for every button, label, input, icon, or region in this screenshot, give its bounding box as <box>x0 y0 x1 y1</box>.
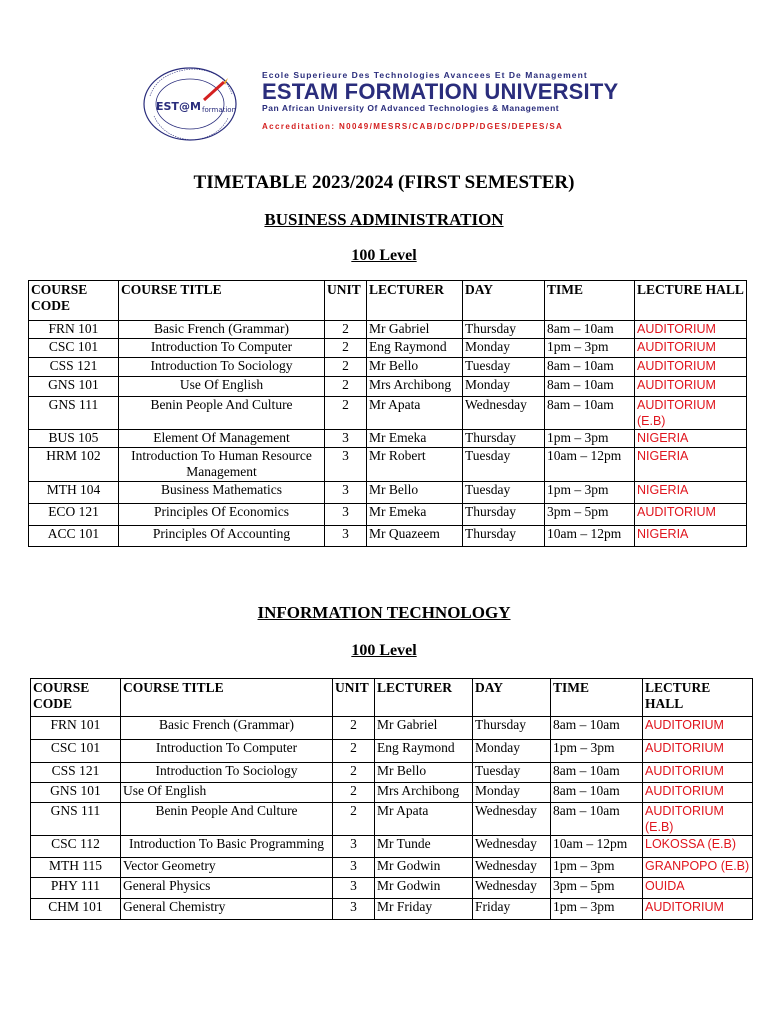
course-code-cell: CSC 101 <box>29 339 119 358</box>
lecture-hall-cell: AUDITORIUM <box>643 763 753 783</box>
time-cell: 8am – 10am <box>545 358 635 377</box>
unit-cell: 3 <box>333 836 375 858</box>
unit-cell: 2 <box>333 803 375 836</box>
time-cell: 8am – 10am <box>545 397 635 430</box>
day-cell: Thursday <box>463 321 545 339</box>
unit-cell: 3 <box>333 858 375 878</box>
table-row <box>29 377 747 397</box>
course-title-cell: Principles Of Accounting <box>119 526 325 547</box>
unit-cell: 3 <box>325 504 367 526</box>
table-row <box>29 526 747 547</box>
time-cell: 8am – 10am <box>551 717 643 740</box>
unit-cell: 3 <box>333 878 375 899</box>
table-row <box>31 878 753 899</box>
course-title-cell: General Physics <box>121 878 333 899</box>
course-code-cell: FRN 101 <box>31 717 121 740</box>
course-title-cell: Vector Geometry <box>121 858 333 878</box>
course-code-cell: MTH 104 <box>29 482 119 504</box>
course-title-cell: Benin People And Culture <box>121 803 333 836</box>
lecture-hall-cell: AUDITORIUM <box>643 899 753 920</box>
col-header-unit: UNIT <box>333 679 375 717</box>
course-title-cell: Use Of English <box>119 377 325 397</box>
unit-cell: 2 <box>325 339 367 358</box>
course-title-cell: Benin People And Culture <box>119 397 325 430</box>
university-french-name: Ecole Superieure Des Technologies Avancees Et De Management <box>262 70 588 80</box>
course-title-cell: Introduction To Sociology <box>119 358 325 377</box>
table-row <box>29 430 747 448</box>
day-cell: Thursday <box>473 717 551 740</box>
lecture-hall-cell: AUDITORIUM (E.B) <box>635 397 747 430</box>
lecturer-cell: Mr Gabriel <box>367 321 463 339</box>
col-header-lecture-hall: LECTURE HALL <box>643 679 753 717</box>
lecturer-cell: Mr Godwin <box>375 858 473 878</box>
department-title-it: INFORMATION TECHNOLOGY <box>257 603 511 622</box>
day-cell: Wednesday <box>473 803 551 836</box>
time-cell: 10am – 12pm <box>545 448 635 482</box>
course-code-cell: FRN 101 <box>29 321 119 339</box>
lecture-hall-cell: AUDITORIUM <box>635 358 747 377</box>
course-title-cell: Use Of English <box>121 783 333 803</box>
unit-cell: 3 <box>325 526 367 547</box>
course-code-cell: ECO 121 <box>29 504 119 526</box>
time-cell: 8am – 10am <box>545 321 635 339</box>
university-header <box>140 64 660 144</box>
course-code-cell: CSC 101 <box>31 740 121 763</box>
time-cell: 1pm – 3pm <box>551 858 643 878</box>
course-code-cell: GNS 111 <box>29 397 119 430</box>
course-title-cell: Introduction To Basic Programming <box>121 836 333 858</box>
lecturer-cell: Mr Bello <box>367 358 463 377</box>
time-cell: 1pm – 3pm <box>545 339 635 358</box>
level-title-it: 100 Level <box>351 642 417 659</box>
lecture-hall-cell: NIGERIA <box>635 482 747 504</box>
course-code-cell: CSS 121 <box>31 763 121 783</box>
col-header-course-code: COURSE CODE <box>31 679 121 717</box>
lecturer-cell: Mr Friday <box>375 899 473 920</box>
course-code-cell: GNS 101 <box>29 377 119 397</box>
logo-wordmark-formation: formation <box>202 106 237 114</box>
lecturer-cell: Mr Apata <box>375 803 473 836</box>
time-cell: 1pm – 3pm <box>545 482 635 504</box>
course-code-cell: CSS 121 <box>29 358 119 377</box>
course-code-cell: CSC 112 <box>31 836 121 858</box>
course-title-cell: Principles Of Economics <box>119 504 325 526</box>
time-cell: 1pm – 3pm <box>551 740 643 763</box>
unit-cell: 2 <box>333 717 375 740</box>
lecturer-cell: Mr Bello <box>367 482 463 504</box>
course-title-cell: Basic French (Grammar) <box>121 717 333 740</box>
course-title-cell: Introduction To Human Resource Management <box>119 448 325 482</box>
lecture-hall-cell: NIGERIA <box>635 430 747 448</box>
lecture-hall-cell: AUDITORIUM <box>635 504 747 526</box>
unit-cell: 3 <box>325 482 367 504</box>
lecturer-cell: Mr Robert <box>367 448 463 482</box>
lecturer-cell: Eng Raymond <box>367 339 463 358</box>
lecturer-cell: Mr Emeka <box>367 504 463 526</box>
lecturer-cell: Mr Godwin <box>375 878 473 899</box>
time-cell: 8am – 10am <box>551 803 643 836</box>
lecture-hall-cell: NIGERIA <box>635 526 747 547</box>
unit-cell: 2 <box>333 763 375 783</box>
day-cell: Thursday <box>463 504 545 526</box>
unit-cell: 3 <box>325 430 367 448</box>
col-header-course-title: COURSE TITLE <box>119 281 325 321</box>
table-row <box>29 397 747 430</box>
day-cell: Friday <box>473 899 551 920</box>
time-cell: 8am – 10am <box>551 763 643 783</box>
lecture-hall-cell: NIGERIA <box>635 448 747 482</box>
course-code-cell: BUS 105 <box>29 430 119 448</box>
course-code-cell: GNS 111 <box>31 803 121 836</box>
col-header-time: TIME <box>545 281 635 321</box>
col-header-time: TIME <box>551 679 643 717</box>
lecturer-cell: Eng Raymond <box>375 740 473 763</box>
col-header-lecture-hall: LECTURE HALL <box>635 281 747 321</box>
lecture-hall-cell: AUDITORIUM <box>635 321 747 339</box>
course-title-cell: Introduction To Sociology <box>121 763 333 783</box>
table-row <box>31 803 753 836</box>
col-header-day: DAY <box>463 281 545 321</box>
timetable-it <box>30 678 753 920</box>
table-row <box>31 899 753 920</box>
logo-wordmark-estam: EST@M <box>156 100 201 113</box>
time-cell: 3pm – 5pm <box>551 878 643 899</box>
day-cell: Wednesday <box>473 878 551 899</box>
course-title-cell: Element Of Management <box>119 430 325 448</box>
unit-cell: 2 <box>333 783 375 803</box>
course-code-cell: ACC 101 <box>29 526 119 547</box>
day-cell: Monday <box>473 740 551 763</box>
col-header-course-code: COURSE CODE <box>29 281 119 321</box>
table-row <box>29 504 747 526</box>
time-cell: 8am – 10am <box>545 377 635 397</box>
table-row <box>31 763 753 783</box>
level-title-business: 100 Level <box>351 247 417 264</box>
table-row <box>29 358 747 377</box>
lecture-hall-cell: AUDITORIUM <box>643 783 753 803</box>
course-title-cell: General Chemistry <box>121 899 333 920</box>
table-row <box>29 339 747 358</box>
day-cell: Wednesday <box>463 397 545 430</box>
unit-cell: 2 <box>325 321 367 339</box>
day-cell: Wednesday <box>473 858 551 878</box>
time-cell: 3pm – 5pm <box>545 504 635 526</box>
lecturer-cell: Mr Bello <box>375 763 473 783</box>
day-cell: Monday <box>473 783 551 803</box>
course-title-cell: Basic French (Grammar) <box>119 321 325 339</box>
time-cell: 10am – 12pm <box>551 836 643 858</box>
table-row <box>29 321 747 339</box>
col-header-lecturer: LECTURER <box>375 679 473 717</box>
course-code-cell: GNS 101 <box>31 783 121 803</box>
lecturer-cell: Mrs Archibong <box>367 377 463 397</box>
lecture-hall-cell: AUDITORIUM (E.B) <box>643 803 753 836</box>
table-header-row <box>29 281 747 321</box>
day-cell: Tuesday <box>473 763 551 783</box>
time-cell: 10am – 12pm <box>545 526 635 547</box>
table-row <box>31 783 753 803</box>
course-code-cell: MTH 115 <box>31 858 121 878</box>
table-row <box>29 482 747 504</box>
lecturer-cell: Mr Gabriel <box>375 717 473 740</box>
unit-cell: 3 <box>333 899 375 920</box>
timetable-business <box>28 280 747 547</box>
day-cell: Monday <box>463 377 545 397</box>
course-code-cell: PHY 111 <box>31 878 121 899</box>
col-header-course-title: COURSE TITLE <box>121 679 333 717</box>
time-cell: 8am – 10am <box>551 783 643 803</box>
day-cell: Tuesday <box>463 448 545 482</box>
table-row <box>31 717 753 740</box>
table-row <box>29 448 747 482</box>
lecture-hall-cell: AUDITORIUM <box>635 339 747 358</box>
university-subtitle: Pan African University Of Advanced Technologies & Management <box>262 103 560 113</box>
department-title-business: BUSINESS ADMINISTRATION <box>264 210 504 229</box>
lecturer-cell: Mr Quazeem <box>367 526 463 547</box>
estam-logo-seal <box>140 64 252 144</box>
col-header-day: DAY <box>473 679 551 717</box>
day-cell: Thursday <box>463 430 545 448</box>
course-code-cell: CHM 101 <box>31 899 121 920</box>
lecture-hall-cell: AUDITORIUM <box>643 740 753 763</box>
time-cell: 1pm – 3pm <box>545 430 635 448</box>
course-title-cell: Introduction To Computer <box>121 740 333 763</box>
course-title-cell: Business Mathematics <box>119 482 325 504</box>
table-row <box>31 858 753 878</box>
col-header-unit: UNIT <box>325 281 367 321</box>
unit-cell: 3 <box>325 448 367 482</box>
lecture-hall-cell: OUIDA <box>643 878 753 899</box>
lecturer-cell: Mr Apata <box>367 397 463 430</box>
lecture-hall-cell: AUDITORIUM <box>635 377 747 397</box>
lecture-hall-cell: AUDITORIUM <box>643 717 753 740</box>
time-cell: 1pm – 3pm <box>551 899 643 920</box>
course-title-cell: Introduction To Computer <box>119 339 325 358</box>
unit-cell: 2 <box>325 377 367 397</box>
unit-cell: 2 <box>325 397 367 430</box>
table-row <box>31 836 753 858</box>
table-header-row <box>31 679 753 717</box>
day-cell: Thursday <box>463 526 545 547</box>
unit-cell: 2 <box>325 358 367 377</box>
day-cell: Tuesday <box>463 358 545 377</box>
lecturer-cell: Mr Emeka <box>367 430 463 448</box>
unit-cell: 2 <box>333 740 375 763</box>
page-title: TIMETABLE 2023/2024 (FIRST SEMESTER) <box>193 172 575 193</box>
lecturer-cell: Mrs Archibong <box>375 783 473 803</box>
university-name: ESTAM FORMATION UNIVERSITY <box>262 79 619 104</box>
course-code-cell: HRM 102 <box>29 448 119 482</box>
lecturer-cell: Mr Tunde <box>375 836 473 858</box>
day-cell: Tuesday <box>463 482 545 504</box>
table-row <box>31 740 753 763</box>
col-header-lecturer: LECTURER <box>367 281 463 321</box>
lecture-hall-cell: GRANPOPO (E.B) <box>643 858 753 878</box>
lecture-hall-cell: LOKOSSA (E.B) <box>643 836 753 858</box>
day-cell: Wednesday <box>473 836 551 858</box>
day-cell: Monday <box>463 339 545 358</box>
accreditation-line: Accreditation: N0049/MESRS/CAB/DC/DPP/DGES/DEPES/SA <box>262 122 564 131</box>
